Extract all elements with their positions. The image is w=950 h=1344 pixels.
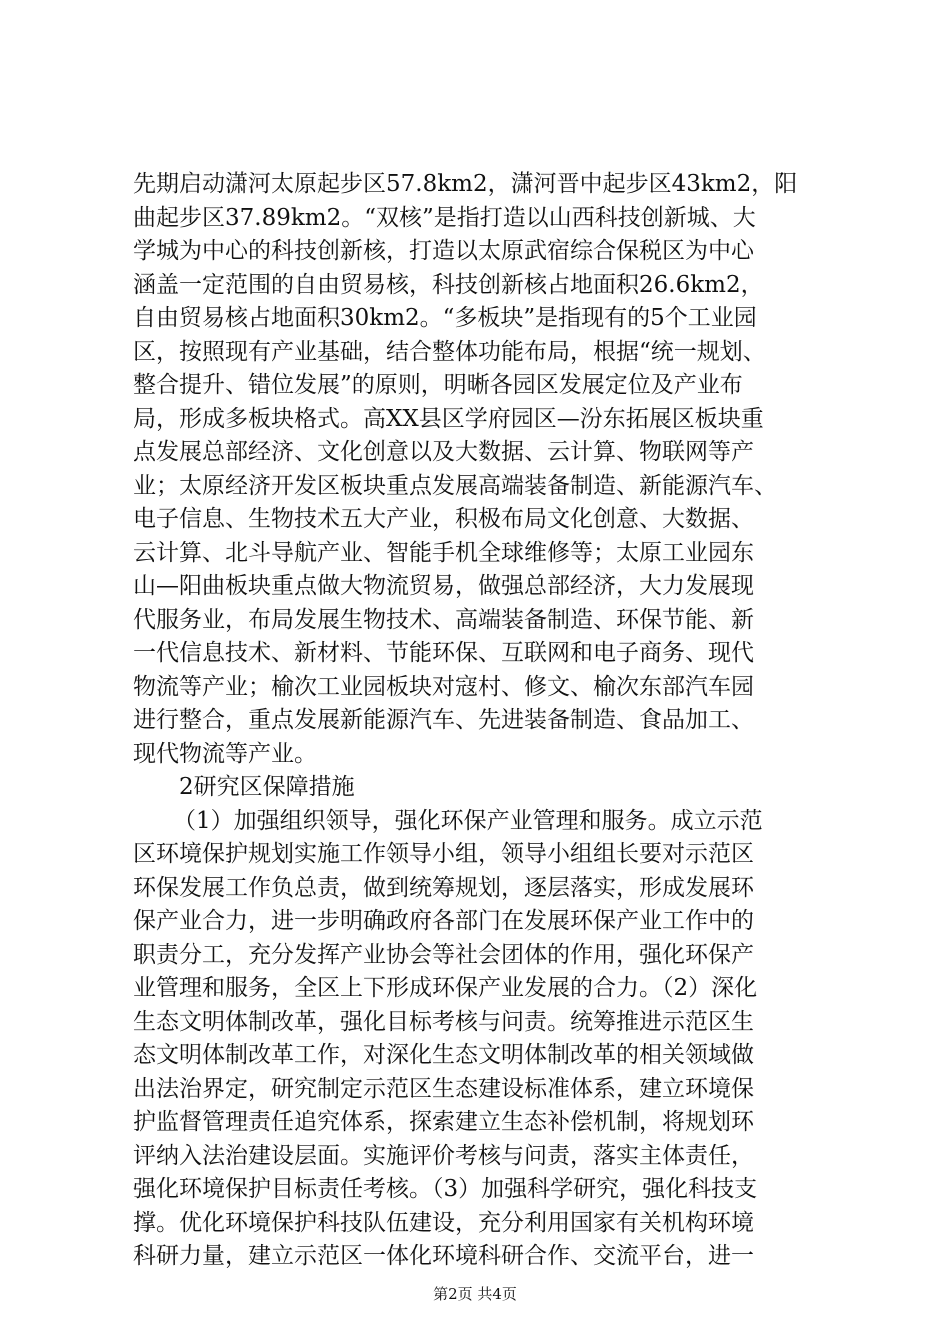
- text-line: 护监督管理责任追究体系，探索建立生态补偿机制，将规划环: [133, 1109, 754, 1135]
- text-line: 评纳入法治建设层面。实施评价考核与问责，落实主体责任，: [133, 1142, 754, 1169]
- text-line: 电子信息、生物技术五大产业，积极布局文化创意、大数据、: [133, 506, 754, 532]
- text-line: 云计算、北斗导航产业、智能手机全球维修等；太原工业园东: [133, 539, 754, 566]
- text-line: （1）加强组织领导，强化环保产业管理和服务。成立示范: [173, 807, 763, 834]
- text-line: 曲起步区37.89km2。“双核”是指打造以山西科技创新城、大: [133, 204, 756, 231]
- text-line: 局，形成多板块格式。高XX县区学府园区—汾东拓展区板块重: [133, 405, 764, 432]
- text-line: 现代物流等产业。: [133, 740, 317, 767]
- body-text: [133, 168, 823, 1274]
- text-line: 物流等产业；榆次工业园板块对寇村、修文、榆次东部汽车园: [133, 673, 754, 700]
- text-line: 进行整合，重点发展新能源汽车、先进装备制造、食品加工、: [133, 707, 754, 733]
- text-line: 态文明体制改革工作，对深化生态文明体制改革的相关领域做: [133, 1042, 754, 1068]
- text-line: 强化环境保护目标责任考核。（3）加强科学研究，强化科技支: [133, 1176, 758, 1202]
- text-line: 撑。优化环境保护科技队伍建设，充分利用国家有关机构环境: [133, 1209, 754, 1236]
- text-line: 一代信息技术、新材料、节能环保、互联网和电子商务、现代: [133, 640, 754, 666]
- text-line: 职责分工，充分发挥产业协会等社会团体的作用，强化环保产: [133, 941, 754, 968]
- text-line: 区，按照现有产业基础，结合整体功能布局，根据“统一规划、: [133, 338, 766, 365]
- text-line: 涵盖一定范围的自由贸易核，科技创新核占地面积26.6km2，: [133, 271, 764, 298]
- text-line: 自由贸易核占地面积30km2。“多板块”是指现有的5个工业园: [133, 305, 757, 331]
- text-line: 山—阳曲板块重点做大物流贸易，做强总部经济，大力发展现: [133, 573, 754, 599]
- text-line: 生态文明体制改革，强化目标考核与问责。统筹推进示范区生: [133, 1008, 754, 1035]
- text-line: 业；太原经济开发区板块重点发展高端装备制造、新能源汽车、: [133, 472, 777, 499]
- page-footer: [0, 1284, 950, 1304]
- text-line: 整合提升、错位发展”的原则，明晰各园区发展定位及产业布: [133, 372, 743, 398]
- text-line: 出法治界定，研究制定示范区生态建设标准体系，建立环境保: [133, 1075, 754, 1102]
- text-line: 区环境保护规划实施工作领导小组，领导小组组长要对示范区: [133, 841, 754, 867]
- text-line: 点发展总部经济、文化创意以及大数据、云计算、物联网等产: [133, 439, 754, 465]
- page-number-label: 第2页 共4页: [433, 1285, 517, 1303]
- text-line: 科研力量，建立示范区一体化环境科研合作、交流平台，进一: [133, 1243, 754, 1269]
- text-line: 环保发展工作负总责，做到统筹规划，逐层落实，形成发展环: [133, 874, 754, 901]
- text-line: 先期启动潇河太原起步区57.8km2，潇河晋中起步区43km2，阳: [133, 171, 798, 197]
- text-line: 代服务业，布局发展生物技术、高端装备制造、环保节能、新: [133, 606, 754, 633]
- section-heading: 2研究区保障措施: [179, 774, 355, 800]
- text-line: 保产业合力，进一步明确政府各部门在发展环保产业工作中的: [133, 908, 754, 934]
- text-line: 学城为中心的科技创新核，打造以太原武宿综合保税区为中心: [133, 238, 754, 264]
- text-line: 业管理和服务，全区上下形成环保产业发展的合力。（2）深化: [133, 975, 758, 1001]
